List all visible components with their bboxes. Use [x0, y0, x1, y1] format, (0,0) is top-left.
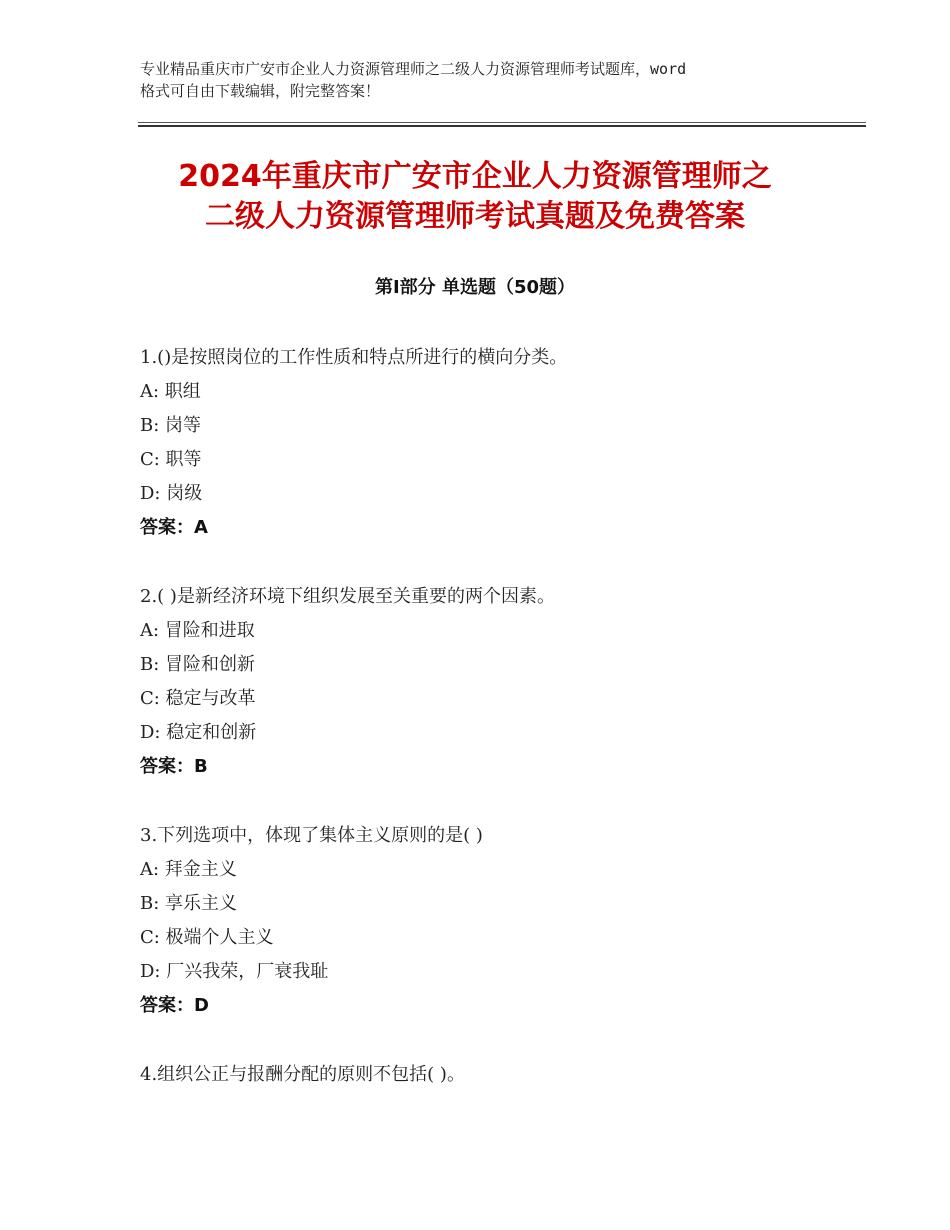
header-divider [138, 122, 866, 123]
question-1 [140, 341, 860, 545]
answer: 答案：A [140, 517, 208, 538]
header-note [140, 58, 830, 102]
option-a: A: 冒险和进取 [140, 620, 255, 641]
question-2 [140, 580, 860, 784]
document-title [60, 157, 890, 237]
option-c: C: 极端个人主义 [140, 927, 274, 948]
question-stem: 1.()是按照岗位的工作性质和特点所进行的横向分类。 [140, 347, 568, 368]
option-d: D: 岗级 [140, 483, 203, 504]
section-heading: 第Ⅰ部分 单选题（50题） [374, 277, 575, 298]
option-d: D: 稳定和创新 [140, 722, 257, 743]
option-a: A: 拜金主义 [140, 859, 237, 880]
answer: 答案：D [140, 995, 209, 1016]
option-b: B: 冒险和创新 [140, 654, 256, 675]
header-divider [138, 125, 866, 127]
option-d: D: 厂兴我荣，厂衰我耻 [140, 961, 329, 982]
question-4 [140, 1058, 860, 1092]
question-stem: 4.组织公正与报酬分配的原则不包括( )。 [140, 1064, 465, 1085]
option-c: C: 稳定与改革 [140, 688, 256, 709]
header-note-line: 专业精品重庆市广安市企业人力资源管理师之二级人力资源管理师考试题库，word [140, 60, 687, 78]
header-note-line: 格式可自由下载编辑，附完整答案！ [140, 82, 381, 100]
answer: 答案：B [140, 756, 208, 777]
question-3 [140, 819, 860, 1023]
option-b: B: 岗等 [140, 415, 202, 436]
document-title-line: 2024年重庆市广安市企业人力资源管理师之 [178, 159, 772, 194]
document-title-line: 二级人力资源管理师考试真题及免费答案 [205, 199, 745, 234]
question-stem: 3.下列选项中，体现了集体主义原则的是( ) [140, 825, 483, 846]
option-a: A: 职组 [140, 381, 201, 402]
question-stem: 2.( )是新经济环境下组织发展至关重要的两个因素。 [140, 586, 555, 607]
option-b: B: 享乐主义 [140, 893, 238, 914]
option-c: C: 职等 [140, 449, 202, 470]
